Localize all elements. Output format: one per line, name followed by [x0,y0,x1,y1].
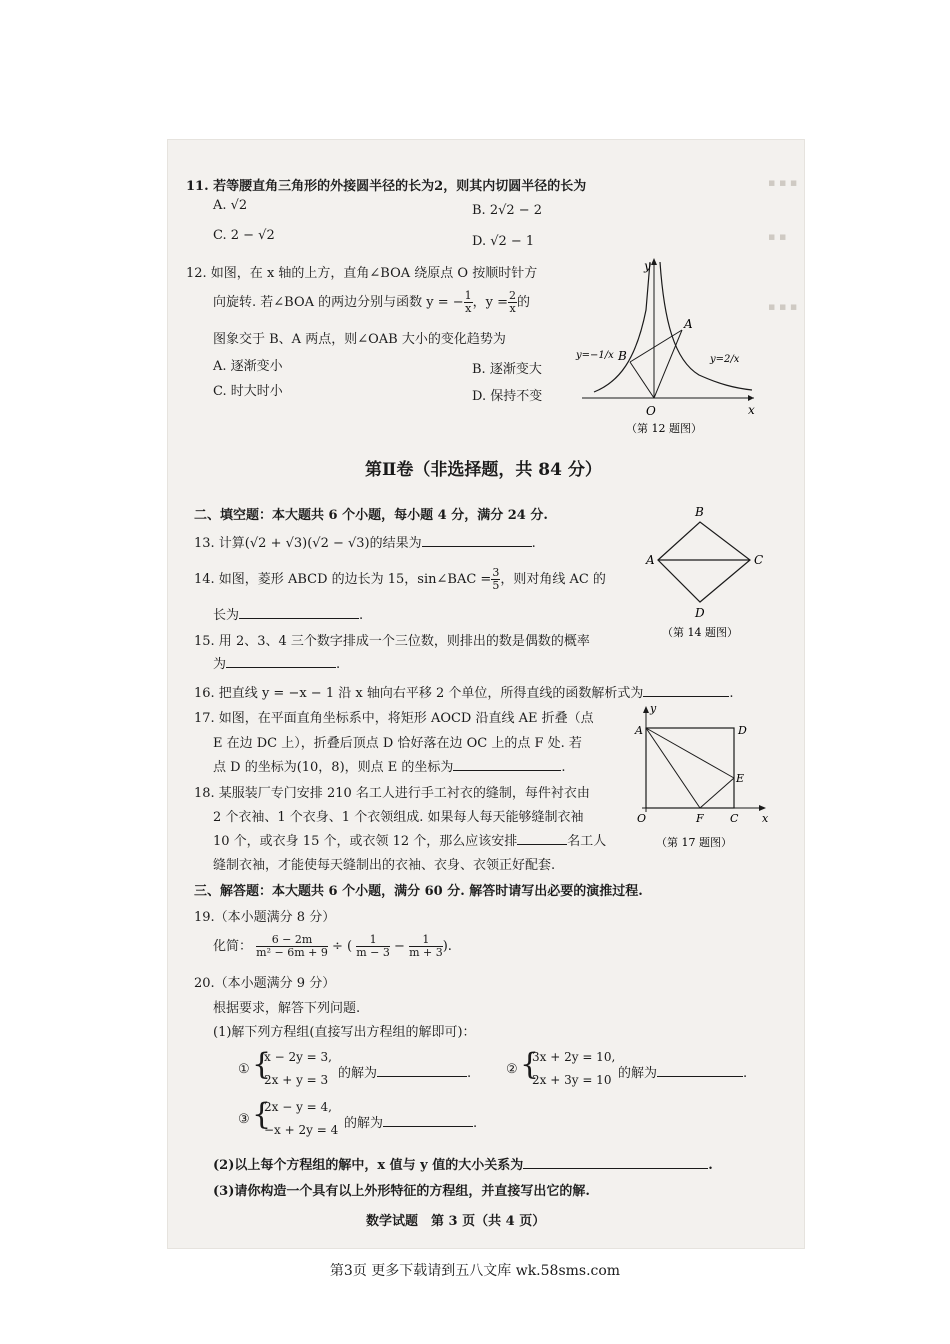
q14-line2: 长为 . [213,608,364,623]
q17-segment-af [646,728,700,808]
q14-label-c: C [754,553,764,567]
q20-system3-blank[interactable] [383,1115,473,1127]
bleed-through-mark: ▪ ▪ ▪ [768,300,798,313]
bleed-through-mark: ▪ ▪ ▪ [768,176,798,189]
q20-title: 20.（本小题满分 9 分） [194,976,336,991]
q19-divide: ÷ ( [332,939,353,954]
q14-line1-part-b: ，则对角线 AC 的 [500,572,606,587]
q18-line3-part-a: 10 个，或衣身 15 个，或衣领 12 个，那么应该安排 [213,834,518,849]
q18-line4: 缝制衣袖，才能使每天缝制出的衣袖、衣身、衣领正好配套. [213,858,556,873]
q12-option-a: A. 逐渐变小 [213,359,283,374]
q20-system3-eq1: 2x − y = 4, [264,1100,332,1114]
answer-header: 三、解答题：本大题共 6 个小题，满分 60 分. 解答时请写出必要的演推过程. [194,884,643,899]
q17-label-c: C [730,812,739,825]
q12-line2 [213,290,530,315]
q20-system2-answer: 的解为 . [618,1066,748,1081]
q20-system1-mark: ① [238,1062,250,1077]
q12-caption: （第 12 题图） [626,422,702,435]
q12-option-c: C. 时大时小 [213,384,283,399]
q11-option-b: B. 2√2 − 2 [472,203,543,218]
q17-fold-line-ae [646,728,734,778]
q18-answer-blank[interactable] [517,833,567,845]
q19-lead: 化简： [213,939,253,954]
q19-end: ). [442,939,452,954]
q17-x-label: x [762,812,769,825]
q19-expression [213,934,452,959]
q20-system1-answer: 的解为 . [338,1066,472,1081]
section2-title: 第Ⅱ卷（非选择题，共 84 分） [365,460,602,480]
q17-y-arrow-icon [643,706,649,713]
q17-figure [632,700,772,850]
q12-segment-oa [654,330,682,398]
q12-figure [574,250,764,435]
q19-frac-2: $\frac{1}{m - 3}$ [356,933,390,959]
q20-system3-brace: { [252,1097,272,1132]
q20-part2-stem: (2)以上每个方程组的解中，x 值与 y 值的大小关系为 [213,1158,524,1173]
q18-line1: 18. 某服装厂专门安排 210 名工人进行手工衬衣的缝制，每件衬衣由 [194,786,590,801]
q17-line3: 点 D 的坐标为(10，8)，则点 E 的坐标为 . [213,760,566,775]
q17-label-a: A [635,724,643,737]
q20-system1-blank[interactable] [377,1065,467,1077]
q14-label-b: B [695,505,704,519]
q17-line3-lead: 点 D 的坐标为(10，8)，则点 E 的坐标为 [213,760,454,775]
q12-x-label: x [748,403,755,417]
q20-system3-mark: ③ [238,1112,250,1127]
q12-curve-right [660,262,752,390]
q13-text: 13. 计算(√2 + √3)(√2 − √3)的结果为 . [194,536,536,551]
q14-line2-lead: 长为 [213,608,240,623]
q18-line3 [213,830,606,849]
q12-segment-ob [630,362,654,398]
bleed-through-mark: ▪ ▪ [768,230,787,243]
q18-line2: 2 个衣袖、1 个衣身、1 个衣领组成. 如果每人每天能够缝制衣袖 [213,810,584,825]
q14-rhombus [658,522,750,602]
q12-curve-left [594,262,650,392]
q17-x-arrow-icon [759,805,766,811]
q19-minus: − [394,939,405,954]
q12-y-arrow-icon [651,258,657,265]
q12-right-fn-label: y=2/x [710,354,740,365]
q12-line2-part-a: 向旋转. 若∠BOA 的两边分别与函数 y = − [213,295,464,310]
q17-segment-fe [700,778,734,808]
q20-system3-eq2: −x + 2y = 4 [264,1123,339,1137]
q17-line1: 17. 如图，在平面直角坐标系中，将矩形 AOCD 沿直线 AE 折叠（点 [194,711,594,726]
q20-system2-eq2: 2x + 3y = 10 [532,1073,612,1087]
page-label: 数学试题 第 3 页（共 4 页） [366,1214,546,1229]
q20-system3-answer: 的解为 . [344,1116,478,1131]
q12-left-fn-label: y=−1/x [576,350,614,361]
q12-point-a-label: A [684,317,693,331]
q20-system2-brace: { [520,1047,540,1082]
q19-frac-1: $\frac{6 - 2m}{\text{m² − 6m + 9}}$ [256,933,328,959]
q12-segment-ab [630,330,682,362]
q20-system1-eq1: x − 2y = 3, [264,1050,332,1064]
q16-answer-blank[interactable] [643,685,729,697]
q17-label-e: E [736,772,745,785]
download-footer: 第3页 更多下载请到五八文库 wk.58sms.com [329,1263,621,1279]
q15-answer-blank[interactable] [226,656,336,668]
q14-figure [640,500,780,650]
fill-blank-header: 二、填空题：本大题共 6 个小题，每小题 4 分，满分 24 分. [194,508,548,523]
q11-stem: 11. 若等腰直角三角形的外接圆半径的长为2，则其内切圆半径的长为 [186,179,587,194]
q14-label-a: A [646,553,655,567]
q17-caption: （第 17 题图） [656,836,732,849]
q13-answer-blank[interactable] [422,535,532,547]
q20-system2-blank[interactable] [657,1065,743,1077]
q12-origin-label: O [646,404,656,418]
q20-part2-blank[interactable] [523,1157,708,1169]
q12-option-d: D. 保持不变 [472,389,543,404]
q12-frac-2-over-x: $\frac{2}{x}$ [509,289,517,315]
q12-x-arrow-icon [748,395,754,401]
q16-text: 16. 把直线 y = −x − 1 沿 x 轴向右平移 2 个单位，所得直线的函数解析式为 . [194,686,734,701]
q12-point-b-label: B [618,349,627,363]
q14-caption: （第 14 题图） [662,626,738,639]
q14-line1-part-a: 14. 如图，菱形 ABCD 的边长为 15，sin∠BAC = [194,572,492,587]
q20-system1-eq2: 2x + y = 3 [264,1073,329,1087]
q17-y-label: y [650,702,657,715]
q20-system1-brace: { [252,1047,272,1082]
q20-part1: (1)解下列方程组(直接写出方程组的解即可)： [213,1025,476,1040]
q14-label-d: D [695,606,705,620]
q17-label-d: D [738,724,747,737]
q15-line2-lead: 为 [213,657,227,672]
q19-title: 19.（本小题满分 8 分） [194,910,336,925]
q17-rectangle [646,728,734,808]
q14-answer-blank[interactable] [239,607,359,619]
q20-system2-mark: ② [506,1062,518,1077]
q12-line2-part-c: 的 [517,295,531,310]
q20-system1-label: 的解为 [338,1066,378,1081]
q15-line1: 15. 用 2、3、4 三个数字排成一个三位数，则排出的数是偶数的概率 [194,634,590,649]
q19-frac-3: $\frac{1}{m + 3}$ [409,933,443,959]
q20-system2-eq1: 3x + 2y = 10, [532,1050,616,1064]
q11-option-d: D. √2 − 1 [472,234,535,249]
q12-line2-part-b: ，y = [472,295,509,310]
q11-option-c: C. 2 − √2 [213,228,275,243]
q17-line2: E 在边 DC 上），折叠后顶点 D 恰好落在边 OC 上的点 F 处. 若 [213,736,582,751]
q20-system2-label: 的解为 [618,1066,658,1081]
q20-system3-label: 的解为 [344,1116,384,1131]
q16-stem: 16. 把直线 y = −x − 1 沿 x 轴向右平移 2 个单位，所得直线的函数解析式为 [194,686,644,701]
q11-option-a: A. √2 [213,198,248,213]
q17-answer-blank[interactable] [453,759,561,771]
q13-stem: 13. 计算(√2 + √3)(√2 − √3)的结果为 [194,536,422,551]
q12-option-b: B. 逐渐变大 [472,362,542,377]
q15-line2: 为 . [213,657,341,672]
q17-label-o: O [637,812,647,825]
q20-intro: 根据要求，解答下列问题. [213,1001,361,1016]
q20-part2: (2)以上每个方程组的解中，x 值与 y 值的大小关系为 . [213,1158,713,1173]
q12-line1: 12. 如图，在 x 轴的上方，直角∠BOA 绕原点 O 按顺时针方 [186,266,538,281]
q18-line3-part-b: 名工人 [567,834,607,849]
q14-frac-3-over-5: $\frac{3}{5}$ [492,566,500,592]
q12-line3: 图象交于 B、A 两点，则∠OAB 大小的变化趋势为 [213,332,506,347]
q12-frac-neg-1-over-x: $\frac{1}{x}$ [464,289,472,315]
q14-line1 [194,567,606,592]
q20-part3: (3)请你构造一个具有以上外形特征的方程组，并直接写出它的解. [213,1184,590,1199]
q17-label-f: F [696,812,704,825]
q12-y-label: y [644,259,651,273]
